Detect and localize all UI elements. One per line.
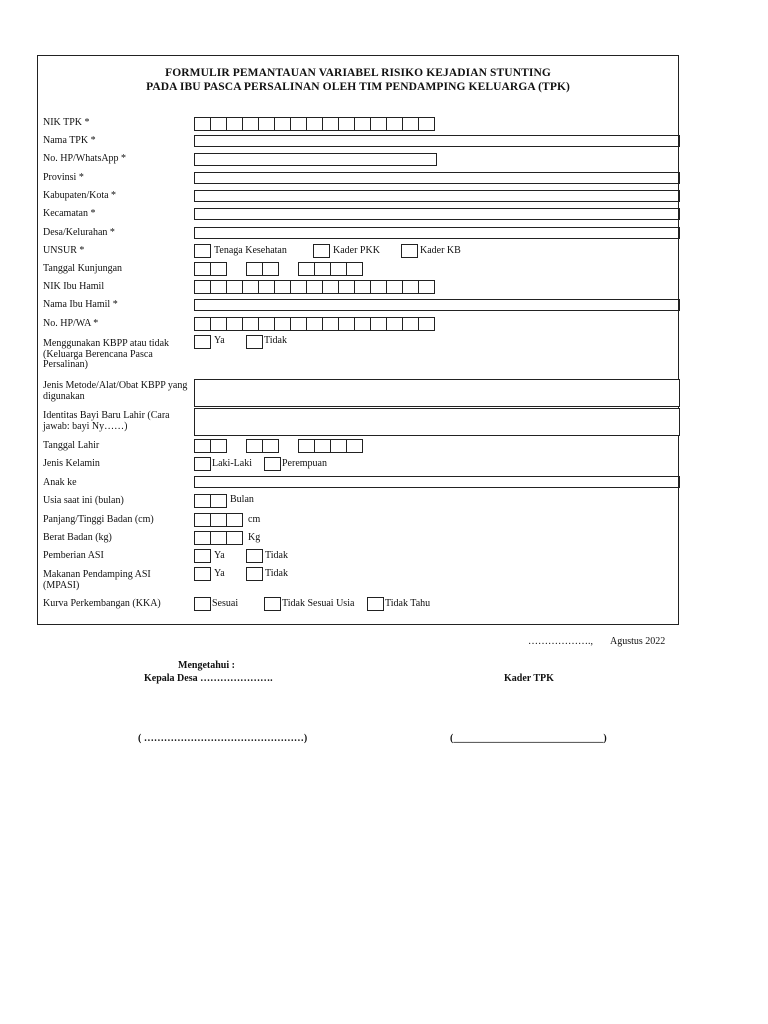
unsur-nakes-checkbox[interactable] (194, 244, 211, 258)
place-date-blank: ………………., (528, 636, 593, 647)
label-unsur: UNSUR * (43, 245, 85, 256)
nik-ibu-grid[interactable] (194, 280, 434, 294)
label-kbpp: Menggunakan KBPP atau tidak (Keluarga Berencana Pasca Persalinan) (43, 338, 170, 370)
label-kka: Kurva Perkembangan (KKA) (43, 598, 161, 609)
kunjungan-year-grid[interactable] (298, 262, 362, 276)
label-kabupaten: Kabupaten/Kota * (43, 190, 117, 201)
form-title-line2: PADA IBU PASCA PERSALINAN OLEH TIM PENDAMPING KELUARGA (TPK) (146, 81, 570, 93)
mpasi-tidak-checkbox[interactable] (246, 567, 263, 581)
label-tanggal-lahir: Tanggal Lahir (43, 440, 100, 451)
label-usia: Usia saat ini (bulan) (43, 495, 124, 506)
label-provinsi: Provinsi * (43, 172, 84, 183)
asi-ya-label: Ya (214, 550, 225, 561)
label-asi: Pemberian ASI (43, 550, 104, 561)
berat-grid[interactable] (194, 531, 242, 545)
label-identitas-bayi: Identitas Bayi Baru Lahir (Cara jawab: bayi Ny……) (43, 410, 170, 432)
cm-unit: cm (248, 514, 261, 525)
mpasi-ya-label: Ya (214, 568, 225, 579)
unsur-kb-checkbox[interactable] (401, 244, 418, 258)
kg-unit: Kg (248, 532, 261, 543)
kader-tpk-label: Kader TPK (504, 673, 554, 684)
lahir-day-grid[interactable] (194, 439, 226, 453)
lahir-year-grid[interactable] (298, 439, 362, 453)
unsur-pkk-label: Kader PKK (333, 245, 380, 256)
laki-checkbox[interactable] (194, 457, 211, 471)
kka-tidak-sesuai-checkbox[interactable] (264, 597, 281, 611)
label-no-hp: No. HP/WhatsApp * (43, 153, 127, 164)
asi-tidak-checkbox[interactable] (246, 549, 263, 563)
usia-grid[interactable] (194, 494, 226, 508)
kbpp-tidak-label: Tidak (264, 335, 287, 346)
lahir-month-grid[interactable] (246, 439, 278, 453)
signature-right: (______________________________) (450, 733, 607, 744)
panjang-grid[interactable] (194, 513, 242, 527)
jenis-metode-field[interactable] (194, 379, 680, 407)
nama-ibu-field[interactable] (194, 299, 680, 311)
no-hp-field[interactable] (194, 153, 437, 166)
label-nik-ibu: NIK Ibu Hamil (43, 281, 105, 292)
form-title-line1: FORMULIR PEMANTAUAN VARIABEL RISIKO KEJADIAN STUNTING (165, 67, 551, 79)
month-year: Agustus 2022 (610, 636, 666, 647)
kabupaten-field[interactable] (194, 190, 680, 202)
kunjungan-month-grid[interactable] (246, 262, 278, 276)
kepala-desa-label: Kepala Desa …………………. (144, 673, 273, 684)
unsur-nakes-label: Tenaga Kesehatan (214, 245, 287, 256)
kbpp-ya-label: Ya (214, 335, 225, 346)
kunjungan-day-grid[interactable] (194, 262, 226, 276)
label-no-hp-wa: No. HP/WA * (43, 318, 99, 329)
perempuan-checkbox[interactable] (264, 457, 281, 471)
label-nama-tpk: Nama TPK * (43, 135, 96, 146)
label-nama-ibu: Nama Ibu Hamil * (43, 299, 118, 310)
unsur-pkk-checkbox[interactable] (313, 244, 330, 258)
nama-tpk-field[interactable] (194, 135, 680, 147)
kka-tidak-tahu-label: Tidak Tahu (385, 598, 431, 609)
label-mpasi: Makanan Pendamping ASI (MPASI) (43, 569, 151, 591)
asi-ya-checkbox[interactable] (194, 549, 211, 563)
kecamatan-field[interactable] (194, 208, 680, 220)
no-hp-wa-grid[interactable] (194, 317, 434, 331)
anak-ke-field[interactable] (194, 476, 680, 488)
label-desa: Desa/Kelurahan * (43, 227, 115, 238)
desa-field[interactable] (194, 227, 680, 239)
kbpp-ya-checkbox[interactable] (194, 335, 211, 349)
kbpp-tidak-checkbox[interactable] (246, 335, 263, 349)
perempuan-label: Perempuan (282, 458, 327, 469)
signature-left: ( …………………………………………) (138, 733, 308, 744)
laki-label: Laki-Laki (212, 458, 252, 469)
mpasi-ya-checkbox[interactable] (194, 567, 211, 581)
unsur-kb-label: Kader KB (420, 245, 461, 256)
kka-sesuai-checkbox[interactable] (194, 597, 211, 611)
identitas-bayi-field[interactable] (194, 408, 680, 436)
kka-tidak-sesuai-label: Tidak Sesuai Usia (282, 598, 355, 609)
kka-tidak-tahu-checkbox[interactable] (367, 597, 384, 611)
label-berat: Berat Badan (kg) (43, 532, 112, 543)
mpasi-tidak-label: Tidak (265, 568, 288, 579)
label-jenis-metode: Jenis Metode/Alat/Obat KBPP yang digunakan (43, 380, 188, 402)
nik-tpk-grid[interactable] (194, 117, 434, 131)
bulan-unit: Bulan (230, 494, 254, 505)
asi-tidak-label: Tidak (265, 550, 288, 561)
label-kecamatan: Kecamatan * (43, 208, 96, 219)
label-nik-tpk: NIK TPK * (43, 117, 90, 128)
label-jenis-kelamin: Jenis Kelamin (43, 458, 100, 469)
label-anak-ke: Anak ke (43, 477, 77, 488)
mengetahui-label: Mengetahui : (178, 660, 235, 671)
label-tanggal-kunjungan: Tanggal Kunjungan (43, 263, 123, 274)
kka-sesuai-label: Sesuai (212, 598, 239, 609)
label-panjang: Panjang/Tinggi Badan (cm) (43, 514, 154, 525)
provinsi-field[interactable] (194, 172, 680, 184)
